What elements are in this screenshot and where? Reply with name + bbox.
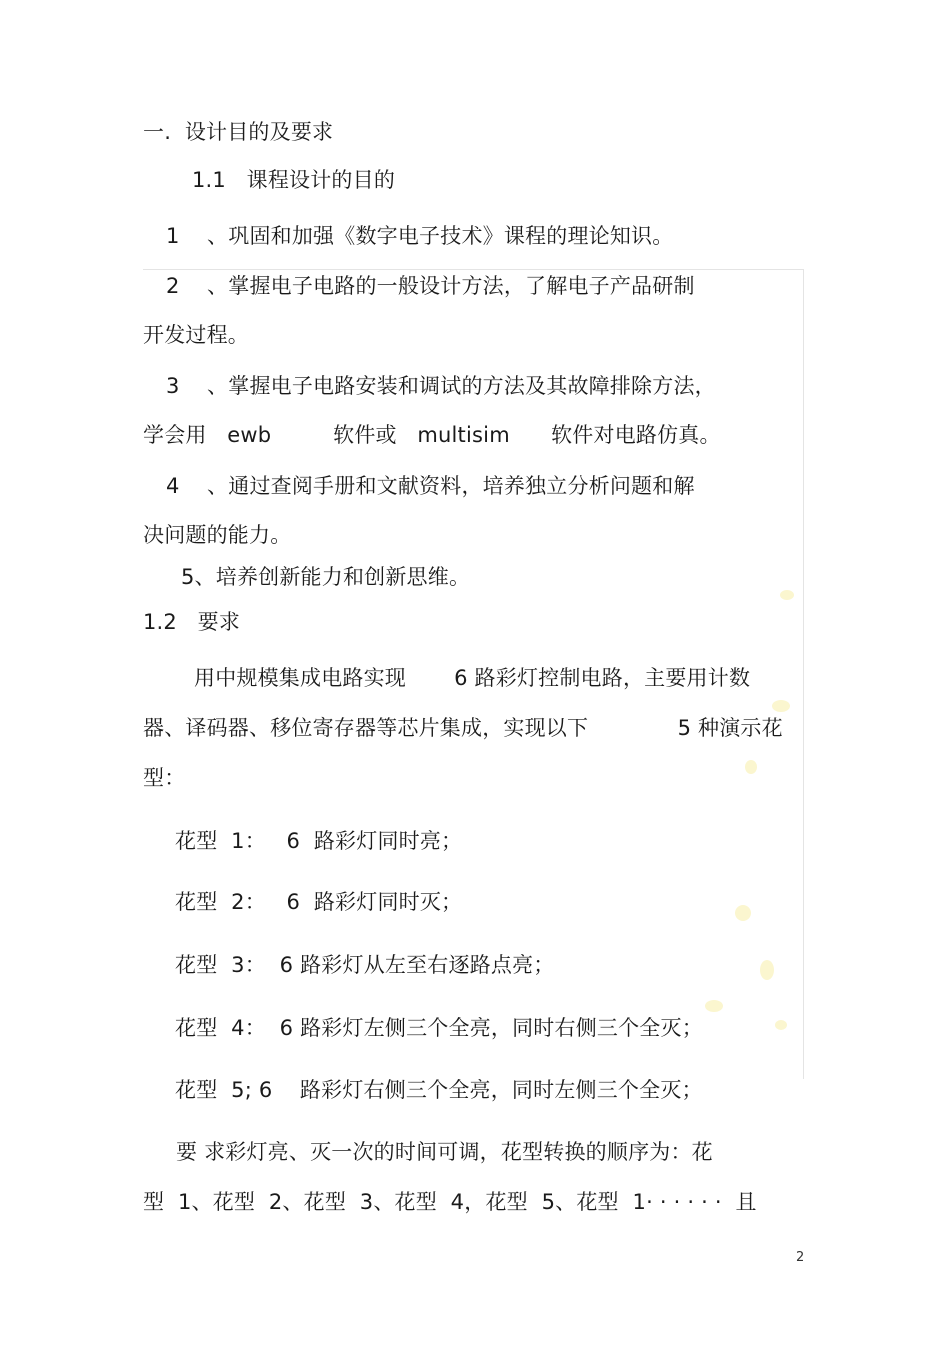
watermark-speck [772, 700, 790, 712]
item-3-line-2: 学会用 ewb 软件或 multisim 软件对电路仿真。 [143, 423, 721, 447]
subheading-1-1: 1.1 课程设计的目的 [192, 168, 396, 192]
pattern-2: 花型 2： 6 路彩灯同时灭； [175, 890, 463, 914]
page-number: 2 [796, 1250, 805, 1265]
pattern-5: 花型 5; 6 路彩灯右侧三个全亮，同时左侧三个全灭； [175, 1078, 703, 1102]
closing-line-2: 型 1、花型 2、花型 3、花型 4，花型 5、花型 1· · · · · · 且 [143, 1190, 757, 1214]
item-3-line-1: 3 、掌握电子电路安装和调试的方法及其故障排除方法， [166, 374, 716, 398]
subheading-1-2: 1.2 要求 [143, 610, 241, 634]
watermark-speck [775, 1020, 787, 1030]
watermark-speck [745, 760, 757, 774]
section-heading: 一. 设计目的及要求 [143, 120, 334, 144]
item-5-line-1: 5、培养创新能力和创新思维。 [181, 565, 471, 589]
requirement-line-3: 型： [143, 766, 186, 790]
item-2-line-2: 开发过程。 [143, 323, 249, 347]
requirement-line-1: 用中规模集成电路实现 6 路彩灯控制电路，主要用计数 [194, 666, 751, 690]
frame-right-line [803, 269, 804, 1079]
watermark-speck [760, 960, 774, 980]
pattern-1: 花型 1： 6 路彩灯同时亮； [175, 829, 463, 853]
item-4-line-1: 4 、通过查阅手册和文献资料，培养独立分析问题和解 [166, 474, 695, 498]
watermark-speck [735, 905, 751, 921]
item-4-line-2: 决问题的能力。 [143, 523, 292, 547]
requirement-line-2: 器、译码器、移位寄存器等芯片集成，实现以下 5 种演示花 [143, 716, 783, 740]
watermark-speck [780, 590, 794, 600]
pattern-3: 花型 3： 6 路彩灯从左至右逐路点亮； [175, 953, 555, 977]
frame-top-line [143, 269, 804, 270]
watermark-speck [705, 1000, 723, 1012]
item-1-line-1: 1 、巩固和加强《数字电子技术》课程的理论知识。 [166, 224, 674, 248]
closing-line-1: 要 求彩灯亮、灭一次的时间可调，花型转换的顺序为：花 [176, 1140, 713, 1164]
pattern-4: 花型 4： 6 路彩灯左侧三个全亮，同时右侧三个全灭； [175, 1016, 703, 1040]
item-2-line-1: 2 、掌握电子电路的一般设计方法，了解电子产品研制 [166, 274, 695, 298]
